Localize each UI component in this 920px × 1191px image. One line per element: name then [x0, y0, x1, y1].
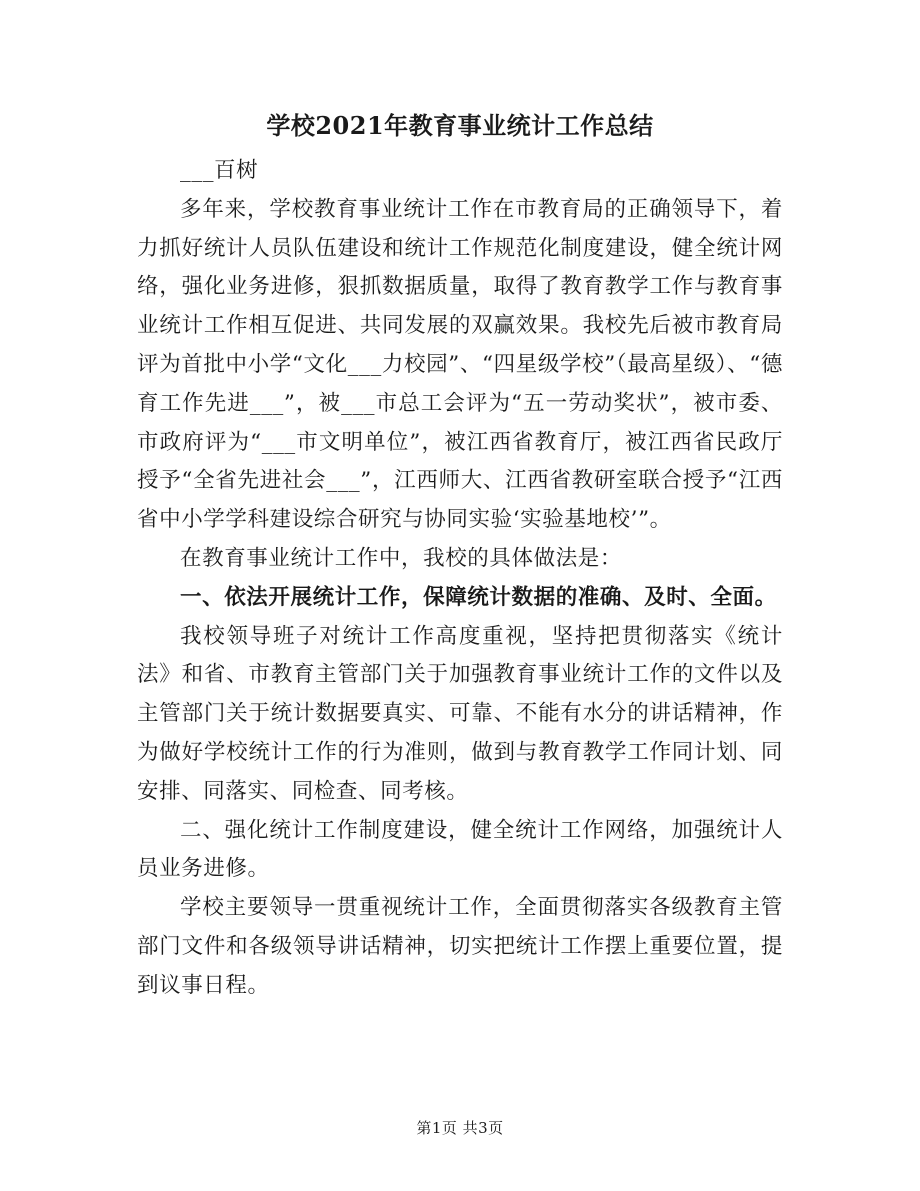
paragraph-intro: 多年来，学校教育事业统计工作在市教育局的正确领导下，着力抓好统计人员队伍建设和统计工作规范化制度建设，健全统计网络，强化业务进修，狠抓数据质量，取得了教育教学工作与教育事业统计工作相互促进、共同发展的双赢效果。我校先后被市教育局评为首批中小学“文化___力校园”、“四星级学校”（最高星级）、“德育工作先进___”，被___市总工会评为“五一劳动奖状”，被市委、市政府评为“___市文明单位”，被江西省教育厅，被江西省民政厅授予“全省先进社会___”，江西师大、江西省教研室联合授予“江西省中小学学科建设综合研究与协同实验‘实验基地校’”。: [137, 196, 783, 533]
document-body: [137, 152, 783, 1006]
paragraph-section-2: 学校主要领导一贯重视统计工作，全面贯彻落实各级教育主管部门文件和各级领导讲话精神，切实把统计工作摆上重要位置，提到议事日程。: [137, 895, 783, 998]
author-line: ___百树: [180, 158, 259, 183]
section-heading-1: 一、依法开展统计工作，保障统计数据的准确、及时、全面。: [180, 584, 777, 610]
page-footer: 第1页 共3页: [416, 1119, 504, 1137]
paragraph-method-lead: 在教育事业统计工作中，我校的具体做法是：: [180, 545, 623, 571]
section-heading-2: 二、强化统计工作制度建设，健全统计工作网络，加强统计人员业务进修。: [137, 817, 783, 882]
paragraph-section-1: 我校领导班子对统计工作高度重视，坚持把贯彻落实《统计法》和省、市教育主管部门关于加强教育事业统计工作的文件以及主管部门关于统计数据要真实、可靠、不能有水分的讲话精神，作为做好学校统计工作的行为准则，做到与教育教学工作同计划、同安排、同落实、同检查、同考核。: [137, 623, 783, 804]
document-title: 学校2021年教育事业统计工作总结: [266, 111, 654, 140]
